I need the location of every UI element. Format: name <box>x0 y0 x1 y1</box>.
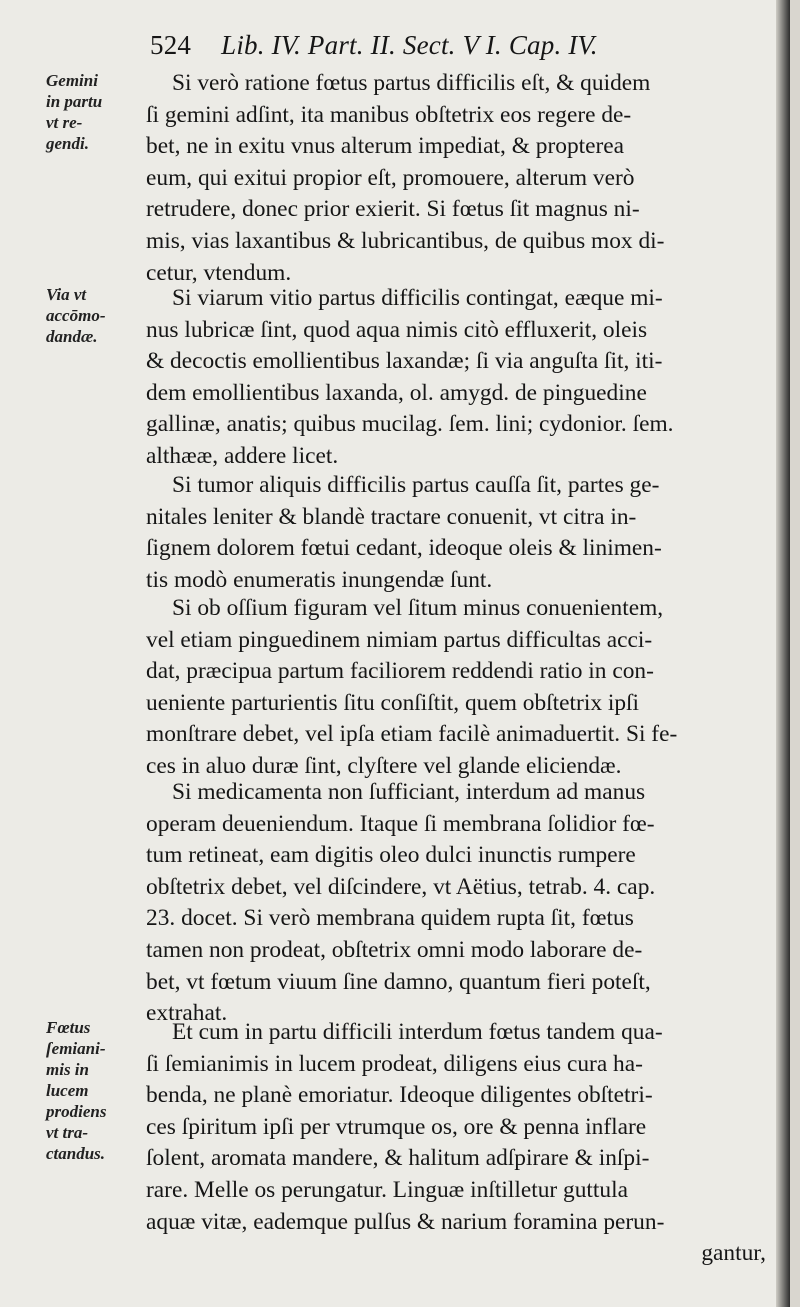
margin-note-line: dandæ. <box>46 327 98 346</box>
paragraph-semianimis <box>146 1017 766 1270</box>
text-line: Si verò ratione fœtus partus difficilis eſt, & quidem <box>172 70 651 96</box>
text-line: benda, ne planè emoriatur. Ideoque diligentes obſtetri- <box>146 1082 653 1109</box>
running-title: Lib. IV. Part. II. Sect. V I. Cap. IV. <box>221 30 598 60</box>
text-line: dat, præcipua partum faciliorem reddendi ratio in con- <box>146 658 654 685</box>
text-line: ueniente parturientis ſitu conſiſtit, quem obſtetrix ipſi <box>146 689 640 716</box>
text-line: tis modò enumeratis inungendæ ſunt. <box>146 566 493 593</box>
margin-note-line: in partu <box>46 92 103 111</box>
text-line: operam deueniendum. Itaque ſi membrana ſolidior fœ- <box>146 810 655 837</box>
text-line: ces ſpiritum ipſi per vtrumque os, ore & penna inflare <box>146 1113 647 1140</box>
margin-note-line: accōmo- <box>46 306 106 325</box>
text-line: vel etiam pinguedinem nimiam partus difficultas acci- <box>146 626 653 653</box>
page-number: 524 <box>150 30 192 60</box>
text-line: obſtetrix debet, vel diſcindere, vt Aëtius, tetrab. 4. cap. <box>146 873 656 900</box>
text-line: ſolent, aromata mandere, & halitum adſpirare & inſpi- <box>146 1145 650 1172</box>
text-line: Si ob oſſium figuram vel ſitum minus conuenientem, <box>172 595 664 621</box>
text-line: cetur, vtendum. <box>146 259 292 286</box>
margin-note-line: vt re- <box>46 113 83 132</box>
text-line: monſtrare debet, vel ipſa etiam facilè animaduertit. Si fe- <box>146 721 678 748</box>
text-line: nus lubricæ ſint, quod aqua nimis citò effluxerit, oleis <box>146 316 648 343</box>
margin-note-line: ſemiani- <box>46 1039 106 1058</box>
text-line: dem emollientibus laxanda, ol. amygd. de pinguedine <box>146 379 647 406</box>
text-line: rare. Melle os perungatur. Linguæ inſtilletur guttula <box>146 1176 628 1203</box>
text-line: eum, qui exitui propior eſt, promouere, alterum verò <box>146 164 635 191</box>
margin-note-line: mis in <box>46 1060 89 1079</box>
margin-note-line: ctandus. <box>46 1144 106 1163</box>
text-line: ſi gemini adſint, ita manibus obſtetrix eos regere de- <box>146 101 632 128</box>
text-line: mis, vias laxantibus & lubricantibus, de quibus mox di- <box>146 227 665 254</box>
text-line: ſi ſemianimis in lucem prodeat, diligens eius cura ha- <box>146 1050 643 1077</box>
text-line: tum retineat, eam digitis oleo dulci inunctis rumpere <box>146 842 636 869</box>
text-line: & decoctis emollientibus laxandæ; ſi via anguſta ſit, iti- <box>146 348 663 375</box>
margin-note-line: Gemini <box>46 71 98 90</box>
text-line: ces in aluo duræ ſint, clyſtere vel glande eliciendæ. <box>146 752 622 779</box>
text-line: nitales leniter & blandè tractare conuenit, vt citra in- <box>146 503 637 530</box>
text-line: tamen non prodeat, obſtetrix omni modo laborare de- <box>146 936 643 963</box>
catchword-line <box>146 1238 766 1270</box>
paragraph-gemini <box>146 68 766 289</box>
margin-note-line: Fœtus <box>46 1018 91 1037</box>
text-line: Et cum in partu difficili interdum fœtus tandem qua- <box>172 1019 663 1045</box>
text-line: Si tumor aliquis difficilis partus cauſſa ſit, partes ge- <box>172 472 660 498</box>
text-line: 23. docet. Si verò membrana quidem rupta ſit, fœtus <box>146 905 634 932</box>
text-line: althææ, addere licet. <box>146 442 339 469</box>
paragraph-medicamenta <box>146 777 766 1030</box>
page-edge-shadow <box>776 0 790 1307</box>
margin-note-via <box>46 284 146 347</box>
margin-note-line: Via vt <box>46 285 87 304</box>
running-header <box>150 30 710 61</box>
margin-note-line: lucem <box>46 1081 89 1100</box>
margin-note-line: prodiens <box>46 1102 107 1121</box>
text-line: Si medicamenta non ſufficiant, interdum ad manus <box>172 779 646 805</box>
catchword: gantur, <box>701 1240 766 1267</box>
text-line: bet, ne in exitu vnus alterum impediat, & propterea <box>146 133 625 160</box>
text-line: gallinæ, anatis; quibus mucilag. ſem. lini; cydonior. ſem. <box>146 411 674 438</box>
paragraph-via <box>146 283 766 473</box>
paragraph-ossium <box>146 593 766 783</box>
margin-note-gemini <box>46 70 146 154</box>
paragraph-tumor <box>146 470 766 596</box>
margin-note-foetus <box>46 1017 146 1164</box>
text-line: aquæ vitæ, eademque pulſus & narium foramina perun- <box>146 1208 665 1235</box>
text-line: Si viarum vitio partus difficilis contingat, eæque mi- <box>172 285 663 311</box>
text-line: extrahat. <box>146 1000 228 1027</box>
text-line: retrudere, donec prior exierit. Si fœtus ſit magnus ni- <box>146 196 640 223</box>
margin-note-line: vt tra- <box>46 1123 89 1142</box>
text-line: ſignem dolorem fœtui cedant, ideoque oleis & linimen- <box>146 535 662 562</box>
margin-note-line: gendi. <box>46 134 89 153</box>
text-line: bet, vt fœtum viuum ſine damno, quantum fieri poteſt, <box>146 968 651 995</box>
